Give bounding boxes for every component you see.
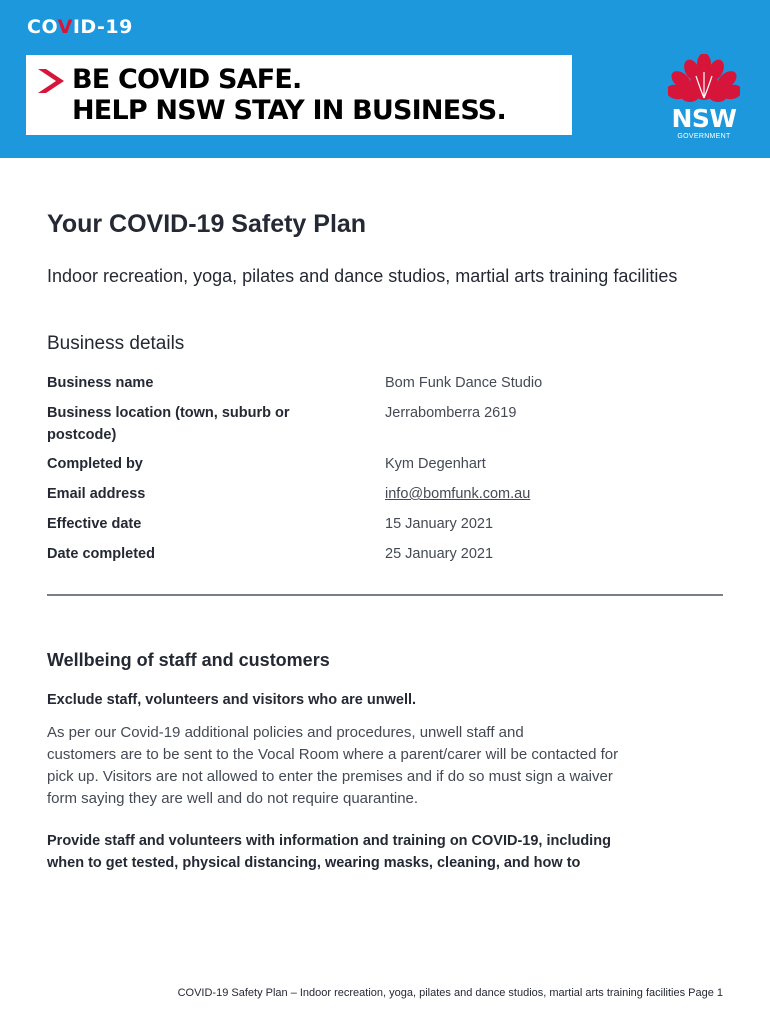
nsw-government-logo (664, 54, 744, 144)
detail-label: Effective date (47, 516, 142, 532)
nsw-wordmark: NSW (671, 104, 737, 133)
detail-value: Kym Degenhart (385, 456, 486, 472)
page-header (0, 0, 770, 158)
detail-label: Business location (town, suburb or postcode) (47, 405, 290, 443)
detail-value: Bom Funk Dance Studio (385, 375, 543, 391)
page-footer: COVID-19 Safety Plan – Indoor recreation, yoga, pilates and dance studios, martial arts training facilities Page 1 (177, 987, 723, 999)
detail-label: Date completed (47, 546, 155, 562)
waratah-icon (668, 54, 740, 104)
email-link[interactable]: info@bomfunk.com.au (385, 486, 531, 502)
unwell-policy-paragraph (47, 722, 727, 810)
paragraph-line: As per our Covid-19 additional policies and procedures, unwell staff and (47, 724, 524, 741)
covid-logo-suffix: ID-19 (72, 16, 133, 38)
chevron-right-icon (38, 69, 64, 93)
detail-label: Email address (47, 486, 146, 502)
covid-19-logo (27, 16, 133, 38)
training-line: Provide staff and volunteers with information and training on COVID-19, including (47, 833, 611, 849)
exclude-unwell-heading: Exclude staff, volunteers and visitors who are unwell. (47, 692, 417, 708)
detail-value: 25 January 2021 (385, 546, 494, 562)
training-line: when to get tested, physical distancing, wearing masks, cleaning, and how to (47, 855, 581, 871)
covid-logo-prefix: CO (27, 16, 58, 38)
section-divider (47, 594, 723, 596)
paragraph-line: customers are to be sent to the Vocal Room where a parent/carer will be contacted for (47, 746, 619, 763)
paragraph-line: form saying they are well and do not require quarantine. (47, 790, 419, 807)
page-title: Your COVID-19 Safety Plan (47, 210, 367, 238)
paragraph-line: pick up. Visitors are not allowed to enter the premises and if do so must sign a waiver (47, 768, 613, 785)
page-subtitle: Indoor recreation, yoga, pilates and dance studios, martial arts training facilities (47, 266, 678, 286)
business-details-heading: Business details (47, 333, 185, 354)
detail-label: Completed by (47, 456, 143, 472)
covid-safe-banner (26, 55, 572, 135)
banner-line-2: HELP NSW STAY IN BUSINESS. (72, 95, 506, 126)
covid-logo-accent: V (57, 16, 73, 38)
staff-training-heading (47, 830, 727, 874)
wellbeing-heading: Wellbeing of staff and customers (47, 650, 330, 670)
banner-line-1: BE COVID SAFE. (72, 64, 302, 95)
nsw-government-label: GOVERNMENT (677, 133, 731, 140)
detail-value: Jerrabomberra 2619 (385, 405, 517, 421)
detail-label: Business name (47, 375, 154, 391)
detail-value: 15 January 2021 (385, 516, 494, 532)
